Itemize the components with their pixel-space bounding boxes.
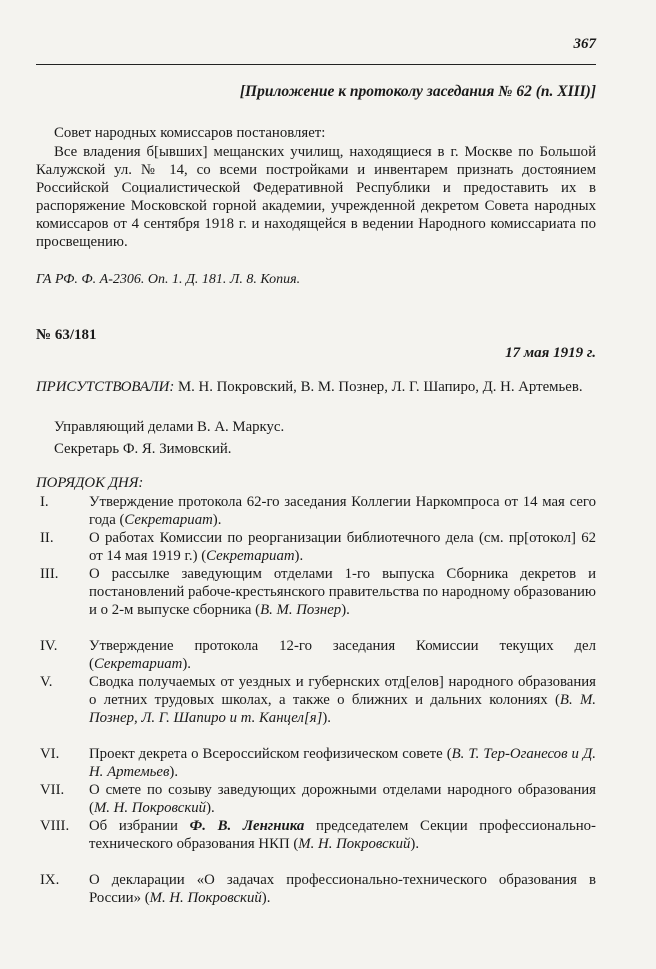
agenda-label: ПОРЯДОК ДНЯ: <box>36 475 144 491</box>
agenda-item <box>36 817 596 871</box>
agenda-item-text: О декларации «О задачах профессионально-технического образования в России» (М. Н. Покровский). <box>89 872 596 906</box>
agenda-item-text: О работах Комиссии по реорганизации библиотечного дела (см. пр[отокол] 62 от 14 мая 1919 г.) (Секретариат). <box>89 530 596 564</box>
agenda-item-number: III. <box>40 566 59 582</box>
agenda-item-number: VIII. <box>40 818 70 834</box>
document-page <box>36 0 596 969</box>
agenda-item <box>36 637 596 673</box>
agenda-item-text: Сводка получаемых от уездных и губернских отд[елов] народного образования о летних трудовых школах, а также о ближних и дальних колониях (В. М. Познер, Л. Г. Шапиро и т. Канцел[я]). <box>89 674 596 726</box>
agenda-item-text: Проект декрета о Всероссийском геофизическом совете (В. Т. Тер-Оганесов и Д. Н. Артемьев). <box>89 746 596 780</box>
agenda-item-number: VII. <box>40 782 65 798</box>
protocol-number: № 63/181 <box>36 327 97 343</box>
present-names: М. Н. Покровский, В. М. Познер, Л. Г. Шапиро, Д. Н. Артемьев. <box>177 379 583 395</box>
agenda-item-number: II. <box>40 530 54 546</box>
secretary-line: Секретарь Ф. Я. Зимовский. <box>54 441 232 457</box>
resolution-body: Все владения б[ывших] мещанских училищ, находящиеся в г. Москве по Большой Калужской ул. № 14, со всеми постройками и инвентарем признать достоянием Российской Социалистической Федеративной Республики и предоставить их в распоряжение Московской горной академии, учрежденной декретом Совета народных комиссаров от 4 сентября 1918 г. и находящейся в ведении Народного комиссариата по просвещению. <box>36 144 596 250</box>
manager-line: Управляющий делами В. А. Маркус. <box>54 419 285 435</box>
present-label: ПРИСУТСТВОВАЛИ: <box>36 379 175 395</box>
agenda-item-number: IX. <box>40 872 60 888</box>
archive-source: ГА РФ. Ф. А-2306. Оп. 1. Д. 181. Л. 8. Копия. <box>36 272 301 287</box>
agenda-item-text: О смете по созыву заведующих дорожными отделами народного образования (М. Н. Покровский). <box>89 782 596 816</box>
agenda-item <box>36 871 596 907</box>
agenda-item-text: О рассылке заведующим отделами 1-го выпуска Сборника декретов и постановлений рабоче-крестьянского правительства по народному образованию и о 2-м выпуске сборника (В. М. Познер). <box>89 566 596 618</box>
agenda-item <box>36 529 596 565</box>
agenda-item <box>36 493 596 529</box>
agenda-item-text: Об избрании Ф. В. Ленгника председателем Секции профессионально-технического образования НКП (М. Н. Покровский). <box>89 818 596 852</box>
resolution-intro: Совет народных комиссаров постановляет: <box>54 125 326 141</box>
header-rule <box>36 64 596 65</box>
appendix-note: [Приложение к протоколу заседания № 62 (п. XIII)] <box>239 83 596 100</box>
agenda-item <box>36 673 596 745</box>
agenda-item-text: Утверждение протокола 12-го заседания Комиссии текущих дел (Секретариат). <box>89 638 596 672</box>
agenda-item-number: I. <box>40 494 49 510</box>
agenda-item <box>36 745 596 781</box>
agenda-item-number: V. <box>40 674 53 690</box>
page-number: 367 <box>573 36 596 52</box>
agenda-item-number: VI. <box>40 746 60 762</box>
agenda-item <box>36 781 596 817</box>
agenda-item-number: IV. <box>40 638 58 654</box>
present-block <box>36 378 596 396</box>
protocol-date: 17 мая 1919 г. <box>505 345 596 361</box>
agenda-list <box>36 493 596 907</box>
agenda-item-text: Утверждение протокола 62-го заседания Коллегии Наркомпроса от 14 мая сего года (Секретариат). <box>89 494 596 528</box>
agenda-item <box>36 565 596 637</box>
